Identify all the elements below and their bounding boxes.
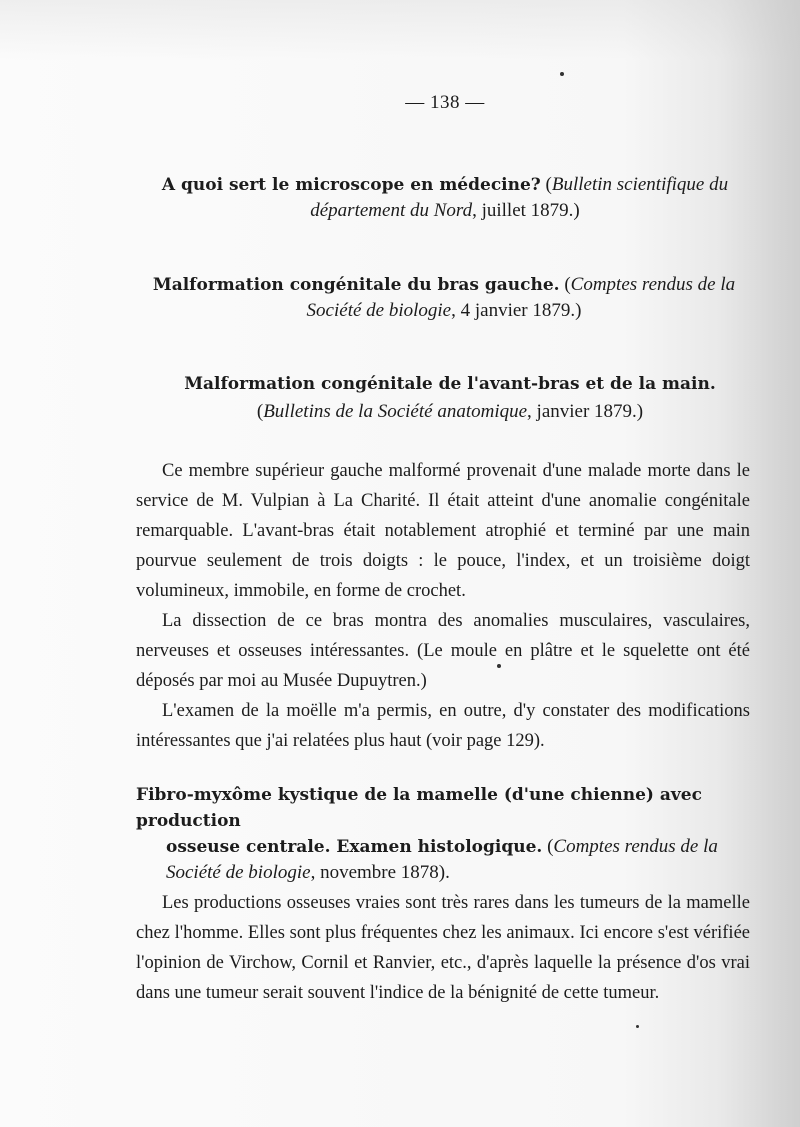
entry-ref-open: ( xyxy=(559,274,571,295)
scan-speck xyxy=(497,664,501,668)
entry-microscope xyxy=(135,172,755,224)
scan-speck xyxy=(560,72,564,76)
entry-title: A quoi sert le microscope en médecine? xyxy=(161,175,541,195)
entry-ref-source: Bulletins de la Société anatomique xyxy=(263,401,528,422)
paragraph: Ce membre supérieur gauche malformé provenait d'une malade morte dans le service de M. Vulpian à La Charité. Il était atteint d'une anomalie congénitale remarquable. L'avant-bras était notablement atrophié et terminé par une main pourvue seulement de trois doigts : le pouce, l'index, et un troisième doigt volumineux, immobile, en forme de crochet. xyxy=(136,461,750,601)
entry-title: Malformation congénitale de l'avant-bras et de la main. xyxy=(184,374,716,394)
entry-ref-source: Comptes rendus de la Société de biologie xyxy=(166,836,718,883)
page-number: — 138 — xyxy=(405,92,485,113)
entry-ref-date: , janvier 1879.) xyxy=(527,401,644,422)
entry-ref-open: ( xyxy=(256,401,264,422)
entry-malformation-bras xyxy=(130,272,758,324)
scan-speck xyxy=(636,1025,639,1028)
entry-title-line1: Fibro-myxôme kystique de la mamelle (d'une chienne) avec production xyxy=(136,785,702,831)
paragraph: Les productions osseuses vraies sont très rares dans les tumeurs de la mamelle chez l'homme. Elles sont plus fréquentes chez les animaux. Ici encore s'est vérifiée l'opinion de Virchow, Cornil et Ranvier, etc., d'après laquelle la présence d'os vrai dans une tumeur serait souvent l'indice de la bénignité de cette tumeur. xyxy=(136,893,750,1003)
entry-ref-date: , 4 janvier 1879.) xyxy=(451,300,582,321)
entry-ref-source: Comptes rendus de la Société de biologie xyxy=(306,274,736,321)
page-edge-shadow xyxy=(0,0,800,60)
entry-malformation-avant-bras xyxy=(150,371,750,425)
paragraph: L'examen de la moëlle m'a permis, en outre, d'y constater des modifications intéressantes que j'ai relatées plus haut (voir page 129). xyxy=(136,701,750,751)
paragraph: La dissection de ce bras montra des anomalies musculaires, vasculaires, nerveuses et osseuses intéressantes. (Le moule en plâtre et le squelette ont été déposés par moi au Musée Dupuytren.) xyxy=(136,611,750,691)
entry-ref-open: ( xyxy=(542,836,554,857)
entry-title-line2: osseuse centrale. Examen histologique. xyxy=(166,837,543,857)
body-text-block-1 xyxy=(136,456,750,756)
entry-title: Malformation congénitale du bras gauche. xyxy=(152,275,560,295)
body-text-block-2 xyxy=(136,888,750,1008)
entry-ref-open: ( xyxy=(540,174,552,195)
entry-ref-date: , juillet 1879.) xyxy=(472,200,580,221)
entry-fibro-myxome xyxy=(136,782,758,886)
entry-ref-source: Bulletin scientifique du département du Nord xyxy=(310,174,729,221)
entry-ref-date: , novembre 1878). xyxy=(310,862,450,883)
